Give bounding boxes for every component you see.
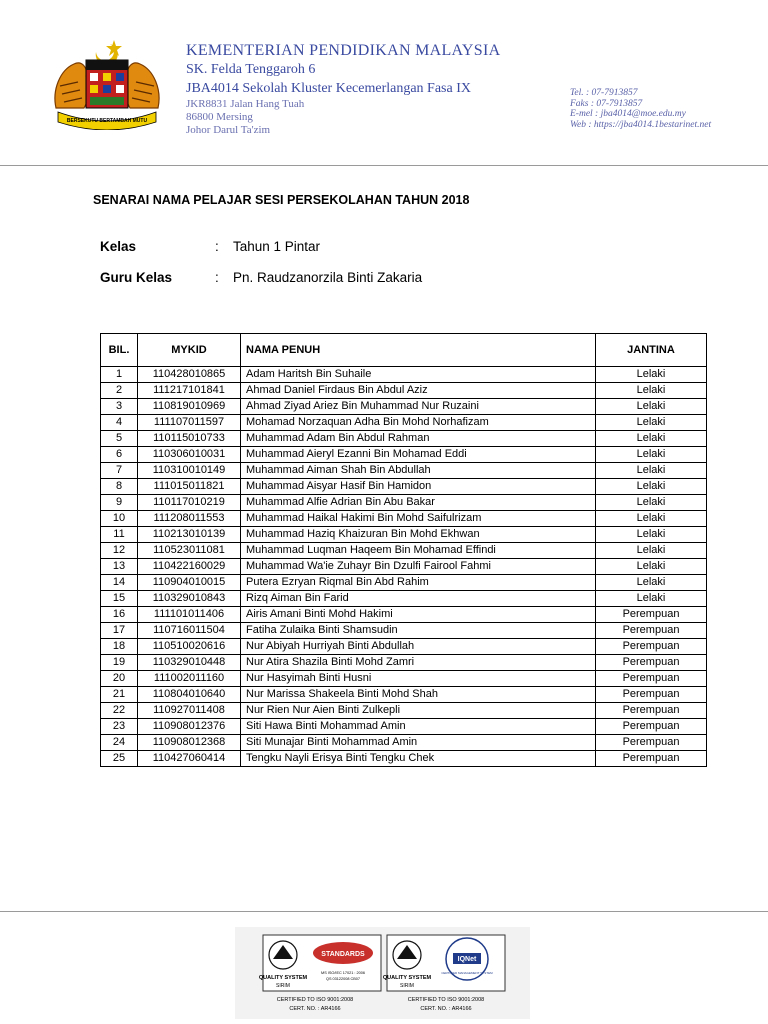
iqnet-label: IQNet	[457, 956, 477, 963]
gender-cell: Perempuan	[596, 639, 707, 655]
iqnet-subtitle: CERTIFIED MANAGEMENT SYSTEM	[441, 971, 493, 975]
fax: Faks : 07-7913857	[570, 98, 643, 109]
standards-accreditation: MS ISO/IEC 17021 : 2006	[321, 971, 365, 975]
row-number: 16	[101, 607, 138, 623]
full-name-cell: Muhammad Wa'ie Zuhayr Bin Dzulfi Fairool Fahmi	[241, 559, 596, 575]
gender-cell: Lelaki	[596, 383, 707, 399]
standards-label: STANDARDS	[321, 951, 365, 958]
table-row	[101, 623, 707, 639]
mykid-cell: 110904010015	[138, 575, 241, 591]
table-row	[101, 687, 707, 703]
gender-cell: Lelaki	[596, 527, 707, 543]
full-name-cell: Rizq Aiman Bin Farid	[241, 591, 596, 607]
full-name-cell: Putera Ezryan Riqmal Bin Abd Rahim	[241, 575, 596, 591]
organisation-block	[186, 42, 500, 137]
standards-code: QS 03122008 CB07	[326, 977, 360, 981]
table-row	[101, 479, 707, 495]
row-number: 11	[101, 527, 138, 543]
full-name-cell: Muhammad Aiman Shah Bin Abdullah	[241, 463, 596, 479]
student-table	[100, 333, 707, 767]
sirim-label: SIRIM	[276, 983, 290, 989]
mykid-cell: 110310010149	[138, 463, 241, 479]
gender-cell: Perempuan	[596, 751, 707, 767]
gender-cell: Perempuan	[596, 703, 707, 719]
mykid-cell: 110329010843	[138, 591, 241, 607]
iso-caption: CERTIFIED TO ISO 9001:2008	[276, 997, 354, 1003]
full-name-cell: Siti Munajar Binti Mohammad Amin	[241, 735, 596, 751]
document-title: SENARAI NAMA PELAJAR SESI PERSEKOLAHAN TAHUN 2018	[93, 193, 470, 207]
table-row	[101, 591, 707, 607]
row-number: 19	[101, 655, 138, 671]
mykid-cell: 110306010031	[138, 447, 241, 463]
mykid-cell: 110117010219	[138, 495, 241, 511]
mykid-cell: 111015011821	[138, 479, 241, 495]
full-name-cell: Muhammad Haziq Khaizuran Bin Mohd Ekhwan	[241, 527, 596, 543]
full-name-cell: Muhammad Haikal Hakimi Bin Mohd Saifulrizam	[241, 511, 596, 527]
gender-cell: Perempuan	[596, 607, 707, 623]
row-number: 6	[101, 447, 138, 463]
full-name-cell: Muhammad Aisyar Hasif Bin Hamidon	[241, 479, 596, 495]
mykid-cell: 110908012376	[138, 719, 241, 735]
full-name-cell: Fatiha Zulaika Binti Shamsudin	[241, 623, 596, 639]
full-name-cell: Mohamad Norzaquan Adha Bin Mohd Norhafizam	[241, 415, 596, 431]
quality-system-label: QUALITY SYSTEM	[382, 975, 432, 981]
gender-cell: Lelaki	[596, 367, 707, 383]
class-label: Kelas	[100, 239, 137, 254]
row-number: 25	[101, 751, 138, 767]
full-name-cell: Tengku Nayli Erisya Binti Tengku Chek	[241, 751, 596, 767]
table-row	[101, 463, 707, 479]
column-header-bil: BIL.	[101, 334, 138, 367]
ministry-name: KEMENTERIAN PENDIDIKAN MALAYSIA	[186, 42, 501, 59]
mykid-cell: 111208011553	[138, 511, 241, 527]
table-row	[101, 655, 707, 671]
row-number: 2	[101, 383, 138, 399]
table-row	[101, 607, 707, 623]
row-number: 12	[101, 543, 138, 559]
gender-cell: Perempuan	[596, 735, 707, 751]
row-number: 18	[101, 639, 138, 655]
mykid-cell: 110819010969	[138, 399, 241, 415]
mykid-cell: 111107011597	[138, 415, 241, 431]
colon: :	[215, 270, 219, 285]
row-number: 8	[101, 479, 138, 495]
gender-cell: Perempuan	[596, 671, 707, 687]
teacher-value: Pn. Raudzanorzila Binti Zakaria	[233, 270, 423, 285]
telephone: Tel. : 07-7913857	[570, 88, 638, 98]
row-number: 3	[101, 399, 138, 415]
mykid-cell: 110213010139	[138, 527, 241, 543]
table-row	[101, 415, 707, 431]
full-name-cell: Nur Marissa Shakeela Binti Mohd Shah	[241, 687, 596, 703]
full-name-cell: Adam Haritsh Bin Suhaile	[241, 367, 596, 383]
table-row	[101, 703, 707, 719]
full-name-cell: Muhammad Alfie Adrian Bin Abu Bakar	[241, 495, 596, 511]
table-row	[101, 495, 707, 511]
quality-system-label: QUALITY SYSTEM	[258, 975, 308, 981]
table-row	[101, 447, 707, 463]
full-name-cell: Nur Abiyah Hurriyah Binti Abdullah	[241, 639, 596, 655]
column-header-mykid: MYKID	[138, 334, 241, 367]
contact-block	[570, 88, 711, 130]
full-name-cell: Airis Amani Binti Mohd Hakimi	[241, 607, 596, 623]
gender-cell: Perempuan	[596, 719, 707, 735]
school-cluster: JBA4014 Sekolah Kluster Kecemerlangan Fasa IX	[186, 81, 471, 96]
mykid-cell: 111101011406	[138, 607, 241, 623]
certificate-number: CERT. NO. : AR4166	[420, 1006, 472, 1012]
row-number: 13	[101, 559, 138, 575]
table-row	[101, 399, 707, 415]
mykid-cell: 110804010640	[138, 687, 241, 703]
gender-cell: Lelaki	[596, 495, 707, 511]
certificate-number: CERT. NO. : AR4166	[289, 1006, 341, 1012]
row-number: 15	[101, 591, 138, 607]
gender-cell: Lelaki	[596, 559, 707, 575]
gender-cell: Perempuan	[596, 655, 707, 671]
table-row	[101, 719, 707, 735]
gender-cell: Lelaki	[596, 415, 707, 431]
mykid-cell: 110422160029	[138, 559, 241, 575]
colon: :	[215, 239, 219, 254]
mykid-cell: 110716011504	[138, 623, 241, 639]
table-row	[101, 367, 707, 383]
full-name-cell: Siti Hawa Binti Mohammad Amin	[241, 719, 596, 735]
gender-cell: Perempuan	[596, 623, 707, 639]
full-name-cell: Ahmad Ziyad Ariez Bin Muhammad Nur Ruzaini	[241, 399, 596, 415]
sirim-iqnet-certificate	[383, 935, 505, 1012]
row-number: 24	[101, 735, 138, 751]
table-body	[101, 367, 707, 767]
address-line-3: Johor Darul Ta'zim	[186, 124, 271, 136]
full-name-cell: Muhammad Aieryl Ezanni Bin Mohamad Eddi	[241, 447, 596, 463]
full-name-cell: Muhammad Luqman Haqeem Bin Mohamad Effindi	[241, 543, 596, 559]
mykid-cell: 111002011160	[138, 671, 241, 687]
website: Web : https://jba4014.1bestarinet.net	[570, 119, 712, 130]
row-number: 17	[101, 623, 138, 639]
table-row	[101, 639, 707, 655]
table-row	[101, 543, 707, 559]
malaysia-coat-of-arms-icon	[48, 38, 166, 130]
mykid-cell: 110115010733	[138, 431, 241, 447]
mykid-cell: 110329010448	[138, 655, 241, 671]
class-value: Tahun 1 Pintar	[233, 239, 321, 254]
address-line-1: JKR8831 Jalan Hang Tuah	[186, 98, 305, 110]
table-row	[101, 527, 707, 543]
mykid-cell: 111217101841	[138, 383, 241, 399]
gender-cell: Lelaki	[596, 591, 707, 607]
crest-motto: BERSEKUTU BERTAMBAH MUTU	[66, 118, 148, 124]
mykid-cell: 110523011081	[138, 543, 241, 559]
letterhead	[0, 0, 768, 165]
gender-cell: Lelaki	[596, 479, 707, 495]
full-name-cell: Nur Rien Nur Aien Binti Zulkepli	[241, 703, 596, 719]
sirim-standards-certificate	[259, 935, 381, 1012]
gender-cell: Lelaki	[596, 463, 707, 479]
table-row	[101, 575, 707, 591]
full-name-cell: Nur Hasyimah Binti Husni	[241, 671, 596, 687]
row-number: 5	[101, 431, 138, 447]
row-number: 7	[101, 463, 138, 479]
address-line-2: 86800 Mersing	[186, 111, 253, 123]
table-header-row	[101, 334, 707, 367]
row-number: 9	[101, 495, 138, 511]
row-number: 23	[101, 719, 138, 735]
gender-cell: Lelaki	[596, 511, 707, 527]
row-number: 20	[101, 671, 138, 687]
gender-cell: Lelaki	[596, 447, 707, 463]
gender-cell: Perempuan	[596, 687, 707, 703]
row-number: 22	[101, 703, 138, 719]
table-row	[101, 511, 707, 527]
mykid-cell: 110927011408	[138, 703, 241, 719]
row-number: 14	[101, 575, 138, 591]
certification-logos	[235, 927, 530, 1019]
table-row	[101, 383, 707, 399]
school-name: SK. Felda Tenggaroh 6	[186, 62, 316, 77]
row-number: 4	[101, 415, 138, 431]
mykid-cell: 110428010865	[138, 367, 241, 383]
column-header-jantina: JANTINA	[596, 334, 707, 367]
table-row	[101, 671, 707, 687]
table-row	[101, 559, 707, 575]
mykid-cell: 110510020616	[138, 639, 241, 655]
table-row	[101, 431, 707, 447]
gender-cell: Lelaki	[596, 399, 707, 415]
table-row	[101, 735, 707, 751]
column-header-nama: NAMA PENUH	[241, 334, 596, 367]
row-number: 1	[101, 367, 138, 383]
table-row	[101, 751, 707, 767]
header-divider	[0, 165, 768, 166]
full-name-cell: Nur Atira Shazila Binti Mohd Zamri	[241, 655, 596, 671]
row-number: 10	[101, 511, 138, 527]
full-name-cell: Ahmad Daniel Firdaus Bin Abdul Aziz	[241, 383, 596, 399]
gender-cell: Lelaki	[596, 431, 707, 447]
gender-cell: Lelaki	[596, 543, 707, 559]
sirim-label: SIRIM	[400, 983, 414, 989]
mykid-cell: 110427060414	[138, 751, 241, 767]
full-name-cell: Muhammad Adam Bin Abdul Rahman	[241, 431, 596, 447]
email: E-mel : jba4014@moe.edu.my	[570, 109, 686, 119]
mykid-cell: 110908012368	[138, 735, 241, 751]
teacher-label: Guru Kelas	[100, 270, 173, 285]
gender-cell: Lelaki	[596, 575, 707, 591]
row-number: 21	[101, 687, 138, 703]
iso-caption: CERTIFIED TO ISO 9001:2008	[407, 997, 485, 1003]
footer-divider	[0, 911, 768, 912]
